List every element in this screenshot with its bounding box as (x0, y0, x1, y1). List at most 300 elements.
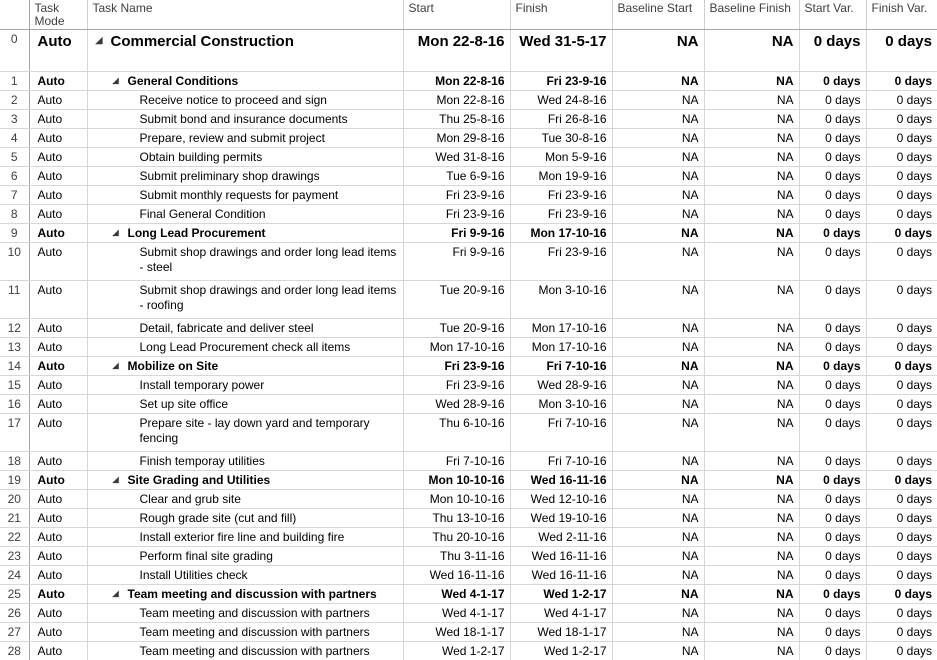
baseline-start-cell[interactable]: NA (612, 471, 704, 490)
finish-cell[interactable]: Mon 3-10-16 (510, 281, 612, 319)
baseline-start-cell[interactable]: NA (612, 91, 704, 110)
baseline-finish-cell[interactable]: NA (704, 547, 799, 566)
baseline-finish-cell[interactable]: NA (704, 281, 799, 319)
finish-cell[interactable]: Wed 2-11-16 (510, 528, 612, 547)
start-var-cell[interactable]: 0 days (799, 357, 866, 376)
start-cell[interactable]: Fri 9-9-16 (403, 243, 510, 281)
row-number-cell[interactable]: 17 (0, 414, 29, 452)
table-row (0, 642, 937, 660)
start-cell[interactable]: Fri 23-9-16 (403, 357, 510, 376)
finish-cell[interactable]: Fri 23-9-16 (510, 243, 612, 281)
task-name-cell[interactable] (87, 414, 403, 452)
start-cell[interactable]: Thu 25-8-16 (403, 110, 510, 129)
row-number-cell[interactable]: 9 (0, 224, 29, 243)
start-cell[interactable]: Wed 16-11-16 (403, 566, 510, 585)
task-name-label: Submit bond and insurance documents (139, 112, 348, 126)
table-row (0, 338, 937, 357)
baseline-finish-cell[interactable]: NA (704, 148, 799, 167)
column-header-baseline-start[interactable] (612, 0, 704, 30)
task-mode-cell[interactable]: Auto (29, 167, 87, 186)
finish-var-cell[interactable]: 0 days (866, 623, 937, 642)
task-name-cell[interactable] (87, 452, 403, 471)
start-var-cell[interactable]: 0 days (799, 623, 866, 642)
finish-var-cell[interactable]: 0 days (866, 30, 937, 72)
finish-cell[interactable]: Tue 30-8-16 (510, 129, 612, 148)
start-var-cell[interactable]: 0 days (799, 186, 866, 205)
task-mode-cell[interactable]: Auto (29, 585, 87, 604)
baseline-finish-cell[interactable]: NA (704, 357, 799, 376)
start-cell[interactable]: Mon 22-8-16 (403, 91, 510, 110)
start-cell[interactable]: Mon 22-8-16 (403, 72, 510, 91)
baseline-start-cell[interactable]: NA (612, 395, 704, 414)
baseline-finish-cell[interactable]: NA (704, 30, 799, 72)
start-cell[interactable]: Fri 7-10-16 (403, 452, 510, 471)
task-mode-cell[interactable]: Auto (29, 566, 87, 585)
finish-cell[interactable]: Wed 1-2-17 (510, 642, 612, 660)
finish-var-cell[interactable]: 0 days (866, 604, 937, 623)
row-number-cell[interactable]: 2 (0, 91, 29, 110)
finish-var-cell[interactable]: 0 days (866, 471, 937, 490)
column-header-label: Finish Var. (871, 1, 928, 15)
start-cell[interactable]: Thu 13-10-16 (403, 509, 510, 528)
task-mode-cell[interactable]: Auto (29, 110, 87, 129)
start-cell[interactable]: Mon 22-8-16 (403, 30, 510, 72)
row-number-cell[interactable]: 7 (0, 186, 29, 205)
task-name-label: Team meeting and discussion with partners (139, 625, 370, 639)
row-number-cell[interactable]: 14 (0, 357, 29, 376)
baseline-start-cell[interactable]: NA (612, 376, 704, 395)
finish-cell[interactable]: Mon 17-10-16 (510, 338, 612, 357)
task-name-cell[interactable] (87, 585, 403, 604)
row-number-cell[interactable]: 24 (0, 566, 29, 585)
finish-var-cell[interactable]: 0 days (866, 186, 937, 205)
start-cell[interactable]: Fri 23-9-16 (403, 186, 510, 205)
table-row (0, 148, 937, 167)
row-number-cell[interactable]: 19 (0, 471, 29, 490)
start-cell[interactable]: Fri 23-9-16 (403, 376, 510, 395)
finish-cell[interactable]: Wed 31-5-17 (510, 30, 612, 72)
baseline-start-cell[interactable]: NA (612, 452, 704, 471)
finish-cell[interactable]: Wed 24-8-16 (510, 91, 612, 110)
row-number-cell[interactable]: 6 (0, 167, 29, 186)
baseline-finish-cell[interactable]: NA (704, 243, 799, 281)
task-mode-cell[interactable]: Auto (29, 129, 87, 148)
start-var-cell[interactable]: 0 days (799, 452, 866, 471)
baseline-start-cell[interactable]: NA (612, 110, 704, 129)
task-mode-cell[interactable]: Auto (29, 414, 87, 452)
task-mode-cell[interactable]: Auto (29, 547, 87, 566)
baseline-finish-cell[interactable]: NA (704, 91, 799, 110)
task-name-cell[interactable] (87, 604, 403, 623)
row-number-cell[interactable]: 22 (0, 528, 29, 547)
row-number-cell[interactable]: 16 (0, 395, 29, 414)
task-mode-cell[interactable]: Auto (29, 186, 87, 205)
task-name-cell[interactable] (87, 91, 403, 110)
row-number-cell[interactable]: 28 (0, 642, 29, 660)
baseline-finish-cell[interactable]: NA (704, 338, 799, 357)
row-number-cell[interactable]: 23 (0, 547, 29, 566)
task-name-label: Submit shop drawings and order long lead items - steel (139, 245, 397, 274)
finish-cell[interactable]: Fri 7-10-16 (510, 357, 612, 376)
collapse-triangle-icon[interactable]: ◢ (95, 35, 103, 45)
column-header-finish-var[interactable] (866, 0, 937, 30)
task-name-cell[interactable] (87, 642, 403, 660)
task-name-cell[interactable] (87, 376, 403, 395)
finish-cell[interactable]: Wed 16-11-16 (510, 566, 612, 585)
row-number-cell[interactable]: 10 (0, 243, 29, 281)
task-name-cell[interactable] (87, 319, 403, 338)
start-cell[interactable]: Fri 9-9-16 (403, 224, 510, 243)
baseline-finish-cell[interactable]: NA (704, 110, 799, 129)
task-name-cell[interactable] (87, 547, 403, 566)
task-mode-cell[interactable]: Auto (29, 205, 87, 224)
task-name-cell[interactable] (87, 110, 403, 129)
column-header-baseline-finish[interactable] (704, 0, 799, 30)
task-mode-cell[interactable]: Auto (29, 509, 87, 528)
row-number-cell[interactable]: 12 (0, 319, 29, 338)
row-number-cell[interactable]: 4 (0, 129, 29, 148)
baseline-start-cell[interactable]: NA (612, 148, 704, 167)
baseline-start-cell[interactable]: NA (612, 129, 704, 148)
finish-cell[interactable]: Wed 28-9-16 (510, 376, 612, 395)
task-mode-cell[interactable]: Auto (29, 72, 87, 91)
finish-var-cell[interactable]: 0 days (866, 528, 937, 547)
start-cell[interactable]: Fri 23-9-16 (403, 205, 510, 224)
task-name-cell[interactable] (87, 30, 403, 72)
start-var-cell[interactable]: 0 days (799, 224, 866, 243)
task-mode-cell[interactable]: Auto (29, 623, 87, 642)
start-var-cell[interactable]: 0 days (799, 509, 866, 528)
baseline-start-cell[interactable]: NA (612, 205, 704, 224)
task-mode-cell[interactable]: Auto (29, 148, 87, 167)
baseline-start-cell[interactable]: NA (612, 490, 704, 509)
finish-var-cell[interactable]: 0 days (866, 547, 937, 566)
task-mode-cell[interactable]: Auto (29, 642, 87, 660)
task-mode-cell[interactable]: Auto (29, 30, 87, 72)
start-cell[interactable]: Wed 4-1-17 (403, 604, 510, 623)
finish-cell[interactable]: Wed 18-1-17 (510, 623, 612, 642)
baseline-finish-cell[interactable]: NA (704, 319, 799, 338)
task-name-cell[interactable] (87, 186, 403, 205)
task-name-cell[interactable] (87, 357, 403, 376)
task-name-cell[interactable] (87, 528, 403, 547)
baseline-finish-cell[interactable]: NA (704, 490, 799, 509)
task-name-cell[interactable] (87, 338, 403, 357)
baseline-start-cell[interactable]: NA (612, 585, 704, 604)
task-name-cell[interactable] (87, 224, 403, 243)
row-number-cell[interactable]: 3 (0, 110, 29, 129)
finish-var-cell[interactable]: 0 days (866, 167, 937, 186)
baseline-start-cell[interactable]: NA (612, 186, 704, 205)
task-mode-cell[interactable]: Auto (29, 281, 87, 319)
start-var-cell[interactable]: 0 days (799, 376, 866, 395)
start-var-cell[interactable]: 0 days (799, 338, 866, 357)
finish-var-cell[interactable]: 0 days (866, 72, 937, 91)
collapse-triangle-icon[interactable]: ◢ (112, 361, 119, 370)
baseline-finish-cell[interactable]: NA (704, 72, 799, 91)
table-row (0, 72, 937, 91)
finish-cell[interactable]: Fri 7-10-16 (510, 414, 612, 452)
start-var-cell[interactable]: 0 days (799, 566, 866, 585)
task-name-cell[interactable] (87, 205, 403, 224)
finish-cell[interactable]: Fri 26-8-16 (510, 110, 612, 129)
task-name-cell[interactable] (87, 243, 403, 281)
row-number-cell[interactable]: 8 (0, 205, 29, 224)
column-header-start-var[interactable] (799, 0, 866, 30)
start-var-cell[interactable]: 0 days (799, 72, 866, 91)
baseline-finish-cell[interactable]: NA (704, 585, 799, 604)
baseline-finish-cell[interactable]: NA (704, 509, 799, 528)
collapse-triangle-icon[interactable]: ◢ (112, 228, 119, 237)
baseline-finish-cell[interactable]: NA (704, 186, 799, 205)
start-cell[interactable]: Wed 1-2-17 (403, 642, 510, 660)
start-cell[interactable]: Wed 28-9-16 (403, 395, 510, 414)
task-name-cell[interactable] (87, 490, 403, 509)
task-mode-cell[interactable]: Auto (29, 357, 87, 376)
baseline-finish-cell[interactable]: NA (704, 414, 799, 452)
task-name-label: Commercial Construction (110, 33, 294, 50)
column-header-task-mode[interactable] (29, 0, 87, 30)
baseline-start-cell[interactable]: NA (612, 30, 704, 72)
finish-cell[interactable]: Fri 23-9-16 (510, 205, 612, 224)
task-mode-cell[interactable]: Auto (29, 91, 87, 110)
finish-cell[interactable]: Wed 16-11-16 (510, 471, 612, 490)
finish-var-cell[interactable]: 0 days (866, 243, 937, 281)
finish-cell[interactable]: Wed 19-10-16 (510, 509, 612, 528)
table-row (0, 243, 937, 281)
baseline-start-cell[interactable]: NA (612, 319, 704, 338)
task-mode-cell[interactable]: Auto (29, 376, 87, 395)
task-mode-cell[interactable]: Auto (29, 471, 87, 490)
start-var-cell[interactable]: 0 days (799, 471, 866, 490)
finish-var-cell[interactable]: 0 days (866, 395, 937, 414)
baseline-start-cell[interactable]: NA (612, 623, 704, 642)
row-number-cell[interactable]: 21 (0, 509, 29, 528)
task-mode-cell[interactable]: Auto (29, 338, 87, 357)
start-var-cell[interactable]: 0 days (799, 205, 866, 224)
start-cell[interactable]: Thu 20-10-16 (403, 528, 510, 547)
collapse-triangle-icon[interactable]: ◢ (112, 76, 119, 85)
baseline-finish-cell[interactable]: NA (704, 129, 799, 148)
start-cell[interactable]: Mon 17-10-16 (403, 338, 510, 357)
baseline-finish-cell[interactable]: NA (704, 395, 799, 414)
start-var-cell[interactable]: 0 days (799, 604, 866, 623)
task-name-cell[interactable] (87, 167, 403, 186)
finish-cell[interactable]: Wed 1-2-17 (510, 585, 612, 604)
baseline-finish-cell[interactable]: NA (704, 604, 799, 623)
start-var-cell[interactable]: 0 days (799, 148, 866, 167)
baseline-start-cell[interactable]: NA (612, 338, 704, 357)
finish-var-cell[interactable]: 0 days (866, 91, 937, 110)
table-row (0, 414, 937, 452)
row-number-cell[interactable]: 18 (0, 452, 29, 471)
column-header-row-number[interactable] (0, 0, 29, 30)
task-mode-cell[interactable]: Auto (29, 243, 87, 281)
finish-cell[interactable]: Wed 12-10-16 (510, 490, 612, 509)
baseline-finish-cell[interactable]: NA (704, 566, 799, 585)
start-cell[interactable]: Mon 10-10-16 (403, 490, 510, 509)
start-var-cell[interactable]: 0 days (799, 30, 866, 72)
finish-var-cell[interactable]: 0 days (866, 281, 937, 319)
row-number-cell[interactable]: 15 (0, 376, 29, 395)
start-cell[interactable]: Mon 29-8-16 (403, 129, 510, 148)
baseline-start-cell[interactable]: NA (612, 243, 704, 281)
start-cell[interactable]: Thu 6-10-16 (403, 414, 510, 452)
baseline-start-cell[interactable]: NA (612, 547, 704, 566)
table-row (0, 395, 937, 414)
row-number-cell[interactable]: 20 (0, 490, 29, 509)
start-cell[interactable]: Wed 4-1-17 (403, 585, 510, 604)
finish-var-cell[interactable]: 0 days (866, 566, 937, 585)
finish-var-cell[interactable]: 0 days (866, 414, 937, 452)
baseline-finish-cell[interactable]: NA (704, 528, 799, 547)
baseline-start-cell[interactable]: NA (612, 509, 704, 528)
task-name-cell[interactable] (87, 471, 403, 490)
task-name-cell[interactable] (87, 72, 403, 91)
finish-cell[interactable]: Fri 23-9-16 (510, 186, 612, 205)
start-var-cell[interactable]: 0 days (799, 243, 866, 281)
table-row (0, 129, 937, 148)
column-header-label: Start Var. (804, 1, 854, 15)
baseline-start-cell[interactable]: NA (612, 604, 704, 623)
table-row (0, 604, 937, 623)
collapse-triangle-icon[interactable]: ◢ (112, 589, 119, 598)
finish-var-cell[interactable]: 0 days (866, 148, 937, 167)
task-name-cell[interactable] (87, 148, 403, 167)
start-var-cell[interactable]: 0 days (799, 642, 866, 660)
task-name-cell[interactable] (87, 509, 403, 528)
task-mode-cell[interactable]: Auto (29, 490, 87, 509)
finish-var-cell[interactable]: 0 days (866, 357, 937, 376)
baseline-finish-cell[interactable]: NA (704, 471, 799, 490)
task-name-cell[interactable] (87, 566, 403, 585)
finish-var-cell[interactable]: 0 days (866, 490, 937, 509)
column-header-task-name[interactable] (87, 0, 403, 30)
finish-var-cell[interactable]: 0 days (866, 224, 937, 243)
start-var-cell[interactable]: 0 days (799, 319, 866, 338)
start-cell[interactable]: Thu 3-11-16 (403, 547, 510, 566)
start-cell[interactable]: Wed 18-1-17 (403, 623, 510, 642)
task-name-cell[interactable] (87, 623, 403, 642)
start-var-cell[interactable]: 0 days (799, 528, 866, 547)
baseline-start-cell[interactable]: NA (612, 528, 704, 547)
baseline-start-cell[interactable]: NA (612, 566, 704, 585)
column-header-finish[interactable] (510, 0, 612, 30)
baseline-finish-cell[interactable]: NA (704, 205, 799, 224)
row-number-cell[interactable]: 27 (0, 623, 29, 642)
start-var-cell[interactable]: 0 days (799, 167, 866, 186)
baseline-start-cell[interactable]: NA (612, 357, 704, 376)
finish-var-cell[interactable]: 0 days (866, 509, 937, 528)
finish-var-cell[interactable]: 0 days (866, 205, 937, 224)
task-name-label: Long Lead Procurement (127, 226, 266, 240)
start-var-cell[interactable]: 0 days (799, 414, 866, 452)
start-cell[interactable]: Mon 10-10-16 (403, 471, 510, 490)
finish-var-cell[interactable]: 0 days (866, 110, 937, 129)
row-number-cell[interactable]: 0 (0, 30, 29, 72)
finish-cell[interactable]: Fri 23-9-16 (510, 72, 612, 91)
start-var-cell[interactable]: 0 days (799, 585, 866, 604)
table-row (0, 509, 937, 528)
finish-cell[interactable]: Wed 4-1-17 (510, 604, 612, 623)
finish-cell[interactable]: Mon 3-10-16 (510, 395, 612, 414)
start-var-cell[interactable]: 0 days (799, 395, 866, 414)
baseline-start-cell[interactable]: NA (612, 642, 704, 660)
task-mode-cell[interactable]: Auto (29, 395, 87, 414)
column-header-start[interactable] (403, 0, 510, 30)
finish-var-cell[interactable]: 0 days (866, 642, 937, 660)
start-var-cell[interactable]: 0 days (799, 547, 866, 566)
task-name-cell[interactable] (87, 395, 403, 414)
start-var-cell[interactable]: 0 days (799, 91, 866, 110)
row-number-cell[interactable]: 5 (0, 148, 29, 167)
task-name-cell[interactable] (87, 129, 403, 148)
row-number-cell[interactable]: 26 (0, 604, 29, 623)
baseline-start-cell[interactable]: NA (612, 281, 704, 319)
finish-var-cell[interactable]: 0 days (866, 376, 937, 395)
start-cell[interactable]: Tue 20-9-16 (403, 319, 510, 338)
finish-cell[interactable]: Fri 7-10-16 (510, 452, 612, 471)
finish-cell[interactable]: Mon 17-10-16 (510, 319, 612, 338)
row-number-cell[interactable]: 25 (0, 585, 29, 604)
baseline-finish-cell[interactable]: NA (704, 224, 799, 243)
start-cell[interactable]: Tue 6-9-16 (403, 167, 510, 186)
row-number-cell[interactable]: 13 (0, 338, 29, 357)
finish-var-cell[interactable]: 0 days (866, 129, 937, 148)
baseline-finish-cell[interactable]: NA (704, 376, 799, 395)
baseline-start-cell[interactable]: NA (612, 167, 704, 186)
collapse-triangle-icon[interactable]: ◢ (112, 475, 119, 484)
finish-cell[interactable]: Mon 19-9-16 (510, 167, 612, 186)
start-var-cell[interactable]: 0 days (799, 281, 866, 319)
task-name-label: Install exterior fire line and building fire (139, 530, 345, 544)
task-mode-cell[interactable]: Auto (29, 319, 87, 338)
start-var-cell[interactable]: 0 days (799, 129, 866, 148)
table-row (0, 205, 937, 224)
task-name-label: Clear and grub site (139, 492, 241, 506)
finish-cell[interactable]: Mon 17-10-16 (510, 224, 612, 243)
finish-var-cell[interactable]: 0 days (866, 319, 937, 338)
baseline-start-cell[interactable]: NA (612, 72, 704, 91)
baseline-finish-cell[interactable]: NA (704, 167, 799, 186)
baseline-finish-cell[interactable]: NA (704, 452, 799, 471)
task-mode-cell[interactable]: Auto (29, 604, 87, 623)
finish-cell[interactable]: Wed 16-11-16 (510, 547, 612, 566)
task-name-cell[interactable] (87, 281, 403, 319)
start-var-cell[interactable]: 0 days (799, 110, 866, 129)
start-var-cell[interactable]: 0 days (799, 490, 866, 509)
finish-cell[interactable]: Mon 5-9-16 (510, 148, 612, 167)
baseline-finish-cell[interactable]: NA (704, 642, 799, 660)
table-row (0, 566, 937, 585)
row-number-cell[interactable]: 1 (0, 72, 29, 91)
start-cell[interactable]: Tue 20-9-16 (403, 281, 510, 319)
finish-var-cell[interactable]: 0 days (866, 338, 937, 357)
task-mode-cell[interactable]: Auto (29, 452, 87, 471)
row-number-cell[interactable]: 11 (0, 281, 29, 319)
finish-var-cell[interactable]: 0 days (866, 452, 937, 471)
finish-var-cell[interactable]: 0 days (866, 585, 937, 604)
baseline-start-cell[interactable]: NA (612, 224, 704, 243)
baseline-finish-cell[interactable]: NA (704, 623, 799, 642)
task-mode-cell[interactable]: Auto (29, 224, 87, 243)
task-name-label: Obtain building permits (139, 150, 263, 164)
baseline-start-cell[interactable]: NA (612, 414, 704, 452)
table-row (0, 547, 937, 566)
start-cell[interactable]: Wed 31-8-16 (403, 148, 510, 167)
task-mode-cell[interactable]: Auto (29, 528, 87, 547)
task-name-label: Perform final site grading (139, 549, 273, 563)
